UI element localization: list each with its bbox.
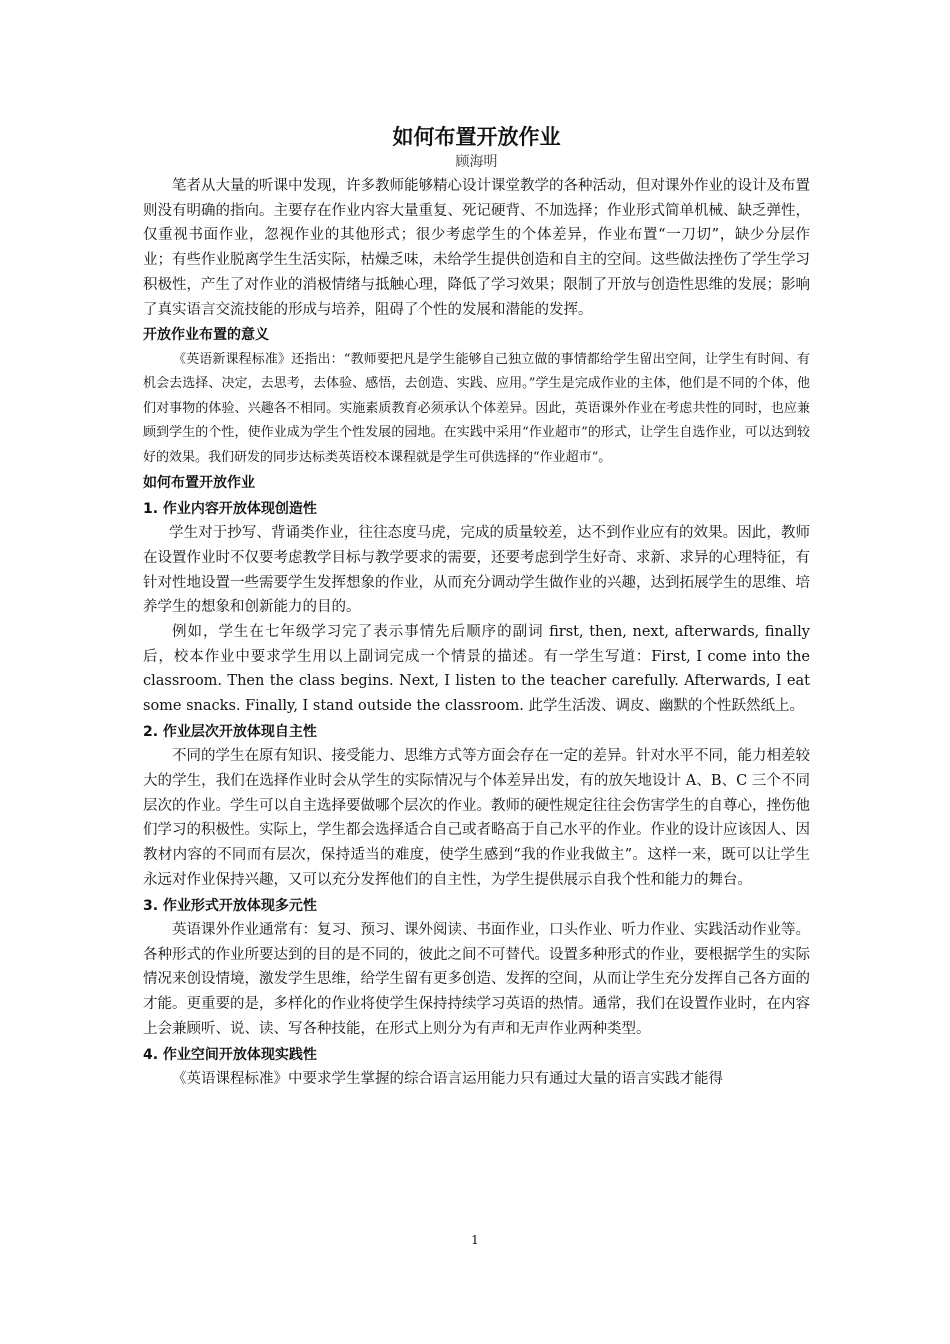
subsection-heading-space: 4. 作业空间开放体现实践性 [143, 1046, 317, 1063]
significance-paragraph: 《英语新课程标准》还指出：“教师要把凡是学生能够自己独立做的事情都给学生留出空间，让学生有时间、有机会去选择、决定，去思考，去体验、感悟，去创造、实践、应用。”学生是完成作业的主体，他们是不同的个体，他们对事物的体验、兴趣各不相同。实施素质教育必须承认个体差异。因此，英语课外作业在考虑共性的同时，也应兼顾到学生的个性，使作业成为学生个性发展的园地。在实践中采用“作业超市”的形式，让学生自选作业，可以达到较好的效果。我们研发的同步达标类英语校本课程就是学生可供选择的“作业超市“。 [143, 351, 810, 465]
section-heading-significance: 开放作业布置的意义 [143, 327, 269, 344]
content-paragraph-2: 例如，学生在七年级学习完了表示事情先后顺序的副词 first, then, next, afterwards, finally 后，校本作业中要求学生用以上副词完成一个情景的描述。有一学生写道：First, I come into the classroom. Then the class begins. Next, I listen to the teacher carefully. Afterwards, I eat some snacks. Finally, I stand outside the classroom. 此学生活泼、调皮、幽默的个性跃然纸上。 [143, 624, 810, 715]
page-number: 1 [471, 1233, 479, 1247]
space-paragraph: 《英语课程标准》中要求学生掌握的综合语言运用能力只有通过大量的语言实践才能得 [172, 1071, 723, 1088]
level-paragraph: 不同的学生在原有知识、接受能力、思维方式等方面会存在一定的差异。针对水平不同，能力相差较大的学生，我们在选择作业时会从学生的实际情况与个体差异出发，有的放矢地设计 A、B、C 三个不同层次的作业。学生可以自主选择要做哪个层次的作业。教师的硬性规定往往会伤害学生的自尊心，挫伤他们学习的积极性。实际上，学生都会选择适合自己或者略高于自己水平的作业。作业的设计应该因人、因教材内容的不同而有层次，保持适当的难度，使学生感到“我的作业我做主”。这样一来，既可以让学生永远对作业保持兴趣，又可以充分发挥他们的自主性，为学生提供展示自我个性和能力的舞台。 [143, 748, 810, 888]
intro-paragraph: 笔者从大量的听课中发现，许多教师能够精心设计课堂教学的各种活动，但对课外作业的设计及布置则没有明确的指向。主要存在作业内容大量重复、死记硬背、不加选择；作业形式简单机械、缺乏弹性，仅重视书面作业，忽视作业的其他形式；很少考虑学生的个体差异，作业布置“一刀切”，缺少分层作业；有些作业脱离学生生活实际，枯燥乏味，未给学生提供创造和自主的空间。这些做法挫伤了学生学习积极性，产生了对作业的消极情绪与抵触心理，降低了学习效果；限制了开放与创造性思维的发展；影响了真实语言交流技能的形成与培养，阻碍了个性的发展和潜能的发挥。 [143, 178, 810, 318]
subsection-heading-content: 1. 作业内容开放体现创造性 [143, 500, 317, 517]
content-paragraph-1: 学生对于抄写、背诵类作业，往往态度马虎，完成的质量较差，达不到作业应有的效果。因此，教师在设置作业时不仅要考虑教学目标与教学要求的需要，还要考虑到学生好奇、求新、求异的心理特征，有针对性地设置一些需要学生发挥想象的作业，从而充分调动学生做作业的兴趣，达到拓展学生的思维、培养学生的想象和创新能力的目的。 [143, 525, 810, 616]
subsection-heading-level: 2. 作业层次开放体现自主性 [143, 723, 317, 740]
form-paragraph: 英语课外作业通常有：复习、预习、课外阅读、书面作业，口头作业、听力作业、实践活动作业等。各种形式的作业所要达到的目的是不同的，彼此之间不可替代。设置多种形式的作业，要根据学生的实际情况来创设情境，激发学生思维，给学生留有更多创造、发挥的空间，从而让学生充分发挥自己各方面的才能。更重要的是，多样化的作业将使学生保持持续学习英语的热情。通常，我们在设置作业时，在内容上会兼顾听、说、读、写各种技能，在形式上则分为有声和无声作业两种类型。 [143, 922, 810, 1037]
section-heading-how-to: 如何布置开放作业 [143, 475, 255, 492]
document-body [143, 122, 810, 1092]
document-title: 如何布置开放作业 [392, 125, 561, 149]
author-name: 顾海明 [455, 154, 498, 170]
subsection-heading-form: 3. 作业形式开放体现多元性 [143, 897, 317, 914]
